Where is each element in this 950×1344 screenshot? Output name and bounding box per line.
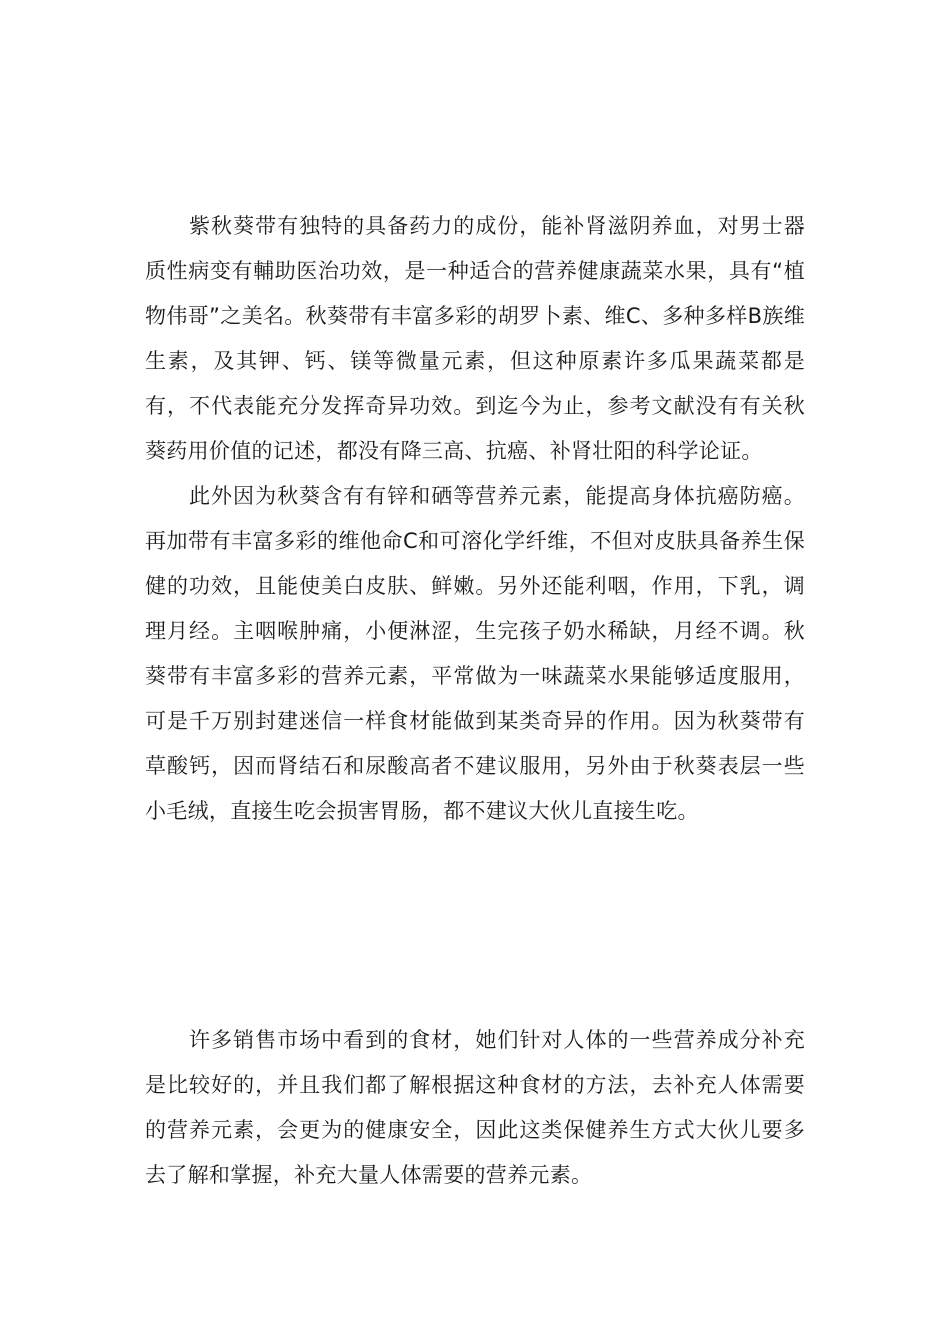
paragraph-okra-nutrition: 此外因为秋葵含有有锌和硒等营养元素，能提高身体抗癌防癌。再加带有丰富多彩的维他命C和可溶化学纤维，不但对皮肤具备养生保健的功效，且能使美白皮肤、鲜嫩。另外还能利咽，作用，下乳，调理月经。主咽喉肿痛，小便淋涩，生完孩子奶水稀缺，月经不调。秋葵带有丰富多彩的营养元素，平常做为一味蔬菜水果能够适度服用，可是千万别封建迷信一样食材能做到某类奇异的作用。因为秋葵带有草酸钙，因而肾结石和尿酸高者不建议服用，另外由于秋葵表层一些小毛绒，直接生吃会损害胃肠，都不建议大伙儿直接生吃。: [145, 484, 805, 823]
paragraph-okra-medicinal: 紫秋葵带有独特的具备药力的成份，能补肾滋阴养血，对男士器质性病变有輔助医治功效，是一种适合的营养健康蔬菜水果，具有“植物伟哥”之美名。秋葵带有丰富多彩的胡罗卜素、维C、多种多样B族维生素，及其钾、钙、镁等微量元素，但这种原素许多瓜果蔬菜都是有，不代表能充分发挥奇异功效。到迄今为止，参考文献没有有关秋葵药用价值的记述，都没有降三高、抗癌、补肾壮阳的科学论证。: [145, 214, 805, 463]
paragraph-market-food: 许多销售市场中看到的食材，她们针对人体的一些营养成分补充是比较好的，并且我们都了解根据这种食材的方法，去补充人体需要的营养元素，会更为的健康安全，因此这类保健养生方式大伙儿要多去了解和掌握，补充大量人体需要的营养元素。: [145, 1028, 805, 1187]
secondary-text-block: [145, 1018, 805, 1198]
main-text-block: [145, 204, 805, 834]
